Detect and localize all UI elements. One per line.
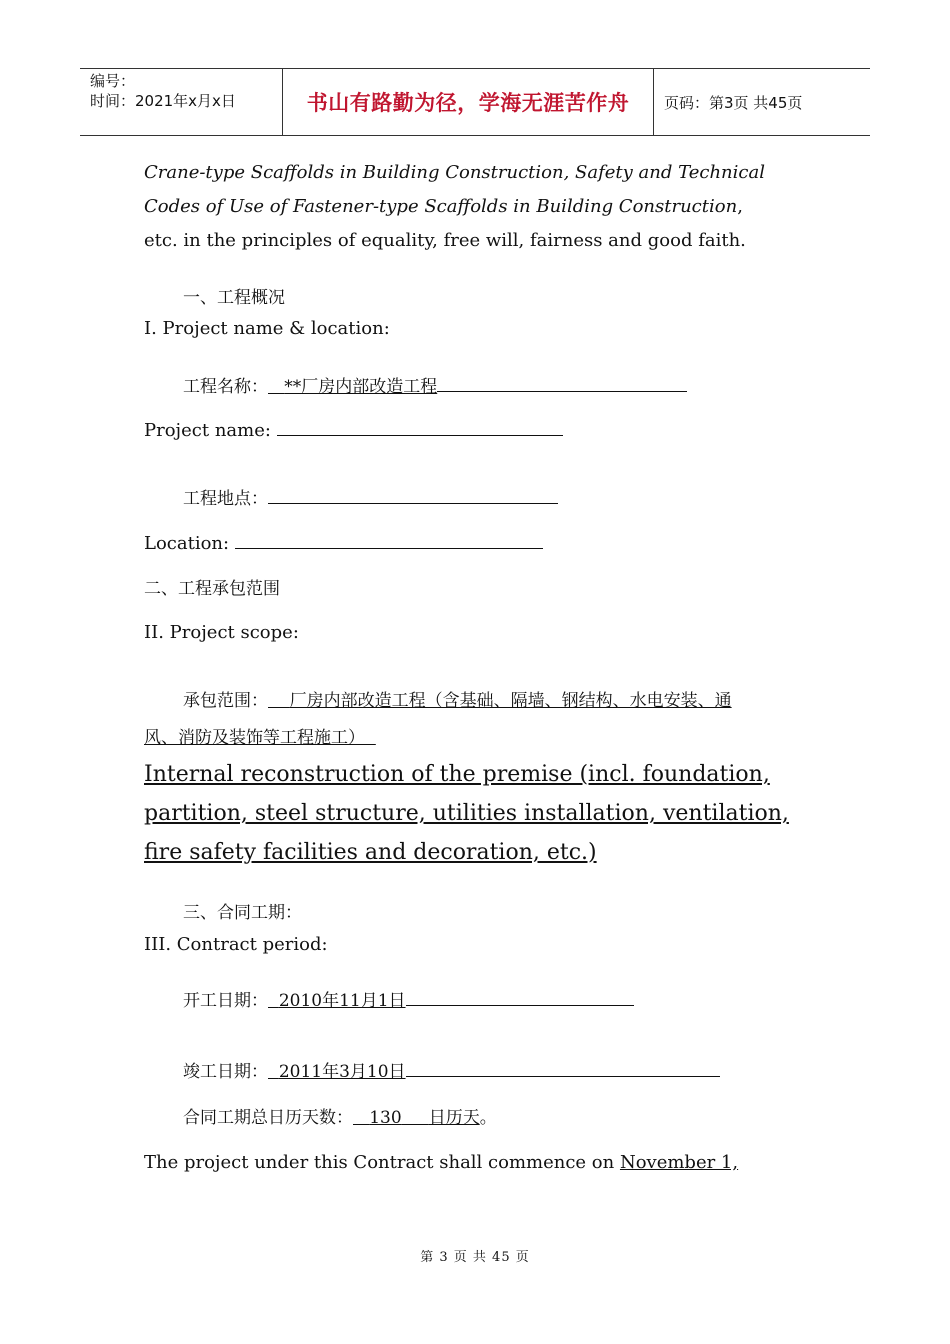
finish-date-blank bbox=[406, 1056, 720, 1077]
project-name-en-blank bbox=[277, 415, 563, 436]
commence-text: The project under this Contract shall commence on bbox=[144, 1152, 620, 1173]
location-en-label: Location: bbox=[144, 533, 235, 554]
scope-cn-value-2: 风、消防及装饰等工程施工） bbox=[144, 728, 365, 748]
intro-line-2-italic: Codes of Use of Fastener-type Scaffolds in Building Construction bbox=[144, 196, 738, 217]
location-cn-label: 工程地点： bbox=[183, 489, 268, 509]
project-name-cn-blank bbox=[437, 371, 687, 392]
total-days-unit: 日历天 bbox=[428, 1108, 480, 1128]
location-en-row bbox=[144, 527, 543, 561]
scope-en-line-2: partition, steel structure, utilities installation, ventilation, bbox=[144, 801, 789, 826]
scope-cn-value-1: 厂房内部改造工程（含基础、隔墙、钢结构、水电安装、通 bbox=[289, 691, 732, 711]
doc-date-label: 时间：2021年x月x日 bbox=[90, 92, 236, 110]
document-header bbox=[80, 68, 870, 136]
total-days-value: 130 bbox=[369, 1108, 402, 1128]
total-days-label: 合同工期总日历天数： bbox=[183, 1108, 353, 1128]
section-2-heading-cn: 二、工程承包范围 bbox=[144, 579, 280, 599]
start-date-value: 2010年11月1日 bbox=[278, 991, 406, 1011]
section-2-heading-en: II. Project scope: bbox=[144, 622, 299, 643]
section-1-heading-cn: 一、工程概况 bbox=[183, 288, 285, 308]
header-page-info: 页码：第3页 共45页 bbox=[664, 93, 803, 112]
scope-cn-row-1 bbox=[183, 684, 732, 718]
total-days-end: 。 bbox=[479, 1108, 497, 1128]
section-1-heading-en: I. Project name & location: bbox=[144, 318, 390, 339]
location-cn-blank bbox=[268, 483, 558, 504]
project-name-en-row bbox=[144, 414, 563, 448]
project-name-cn-value: **厂房内部改造工程 bbox=[284, 377, 438, 397]
section-3-heading-en: III. Contract period: bbox=[144, 934, 328, 955]
finish-date-label: 竣工日期： bbox=[183, 1062, 268, 1082]
scope-en-line-3: fire safety facilities and decoration, etc.) bbox=[144, 840, 597, 865]
project-name-cn-label: 工程名称： bbox=[183, 377, 268, 397]
intro-line-1: Crane-type Scaffolds in Building Construction, Safety and Technical bbox=[144, 162, 765, 183]
commence-date: November 1, bbox=[619, 1152, 739, 1173]
scope-en-line-1: Internal reconstruction of the premise (incl. foundation, bbox=[144, 762, 770, 787]
intro-line-2 bbox=[144, 190, 743, 224]
doc-number-label: 编号： bbox=[90, 72, 136, 90]
scope-cn-row-2 bbox=[144, 721, 376, 755]
location-cn-row bbox=[183, 482, 558, 516]
header-meta-cell bbox=[80, 69, 282, 135]
page-footer: 第 3 页 共 45 页 bbox=[420, 1250, 530, 1265]
start-date-blank bbox=[406, 985, 634, 1006]
start-date-row bbox=[183, 984, 634, 1018]
location-en-blank bbox=[235, 528, 543, 549]
intro-line-3: etc. in the principles of equality, free will, fairness and good faith. bbox=[144, 230, 746, 251]
intro-line-2-tail: , bbox=[737, 196, 743, 217]
header-motto: 书山有路勤为径，学海无涯苦作舟 bbox=[282, 69, 654, 135]
finish-date-value: 2011年3月10日 bbox=[278, 1062, 406, 1082]
section-3-heading-cn: 三、合同工期： bbox=[183, 903, 302, 923]
total-days-row bbox=[183, 1101, 497, 1135]
finish-date-row bbox=[183, 1055, 720, 1089]
project-name-cn-row bbox=[183, 370, 687, 404]
scope-cn-label: 承包范围： bbox=[183, 691, 268, 711]
commence-row bbox=[144, 1146, 738, 1180]
project-name-en-label: Project name: bbox=[144, 420, 277, 441]
start-date-label: 开工日期： bbox=[183, 991, 268, 1011]
